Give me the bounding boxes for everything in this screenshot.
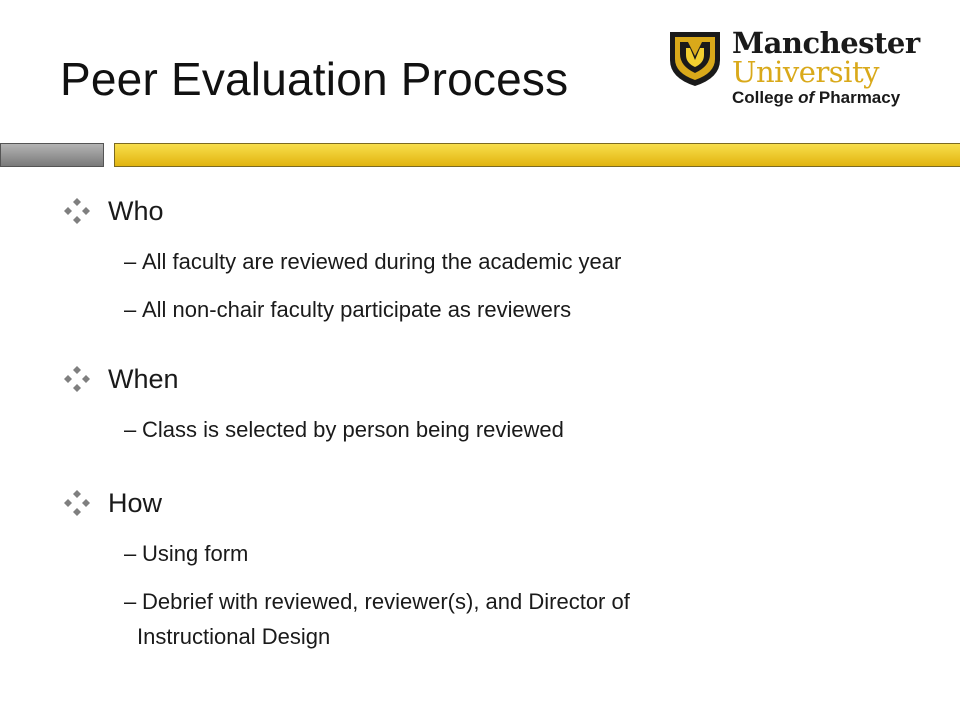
list-item-text: Using form (142, 541, 249, 566)
list-item-continuation: Instructional Design (137, 624, 331, 649)
logo-of-text: of (798, 88, 815, 107)
section-heading-how: How (108, 488, 163, 518)
shield-m-logo-icon (668, 30, 722, 88)
dash-bullet: – (124, 417, 137, 442)
dash-bullet: – (124, 249, 137, 274)
logo-wordmark-manchester: Manchester (732, 26, 920, 60)
diamond-bullet-icon (62, 196, 92, 226)
list-item-text: All non-chair faculty participate as reviewers (142, 297, 572, 322)
list-item-text: Debrief with reviewed, reviewer(s), and Director of (142, 589, 630, 614)
accent-bar-gold (114, 143, 960, 167)
list-item (124, 297, 571, 323)
manchester-university-logo (668, 26, 948, 116)
list-item (124, 417, 564, 443)
list-item (124, 541, 248, 567)
list-item-text: Class is selected by person being reviewed (142, 417, 564, 442)
dash-bullet: – (124, 589, 137, 614)
section-heading-who: Who (108, 196, 164, 226)
slide-title: Peer Evaluation Process (60, 53, 569, 105)
list-item-text: All faculty are reviewed during the academic year (142, 249, 622, 274)
logo-pharmacy-text: Pharmacy (814, 88, 901, 107)
accent-bar-gray (0, 143, 104, 167)
section-heading-when: When (108, 364, 179, 394)
logo-college-text: College (732, 88, 799, 107)
diamond-bullet-icon (62, 364, 92, 394)
list-item (124, 249, 621, 275)
logo-college-of-pharmacy (732, 88, 900, 108)
dash-bullet: – (124, 297, 137, 322)
list-item (124, 589, 630, 615)
logo-wordmark-university: University (732, 55, 879, 89)
dash-bullet: – (124, 541, 137, 566)
diamond-bullet-icon (62, 488, 92, 518)
